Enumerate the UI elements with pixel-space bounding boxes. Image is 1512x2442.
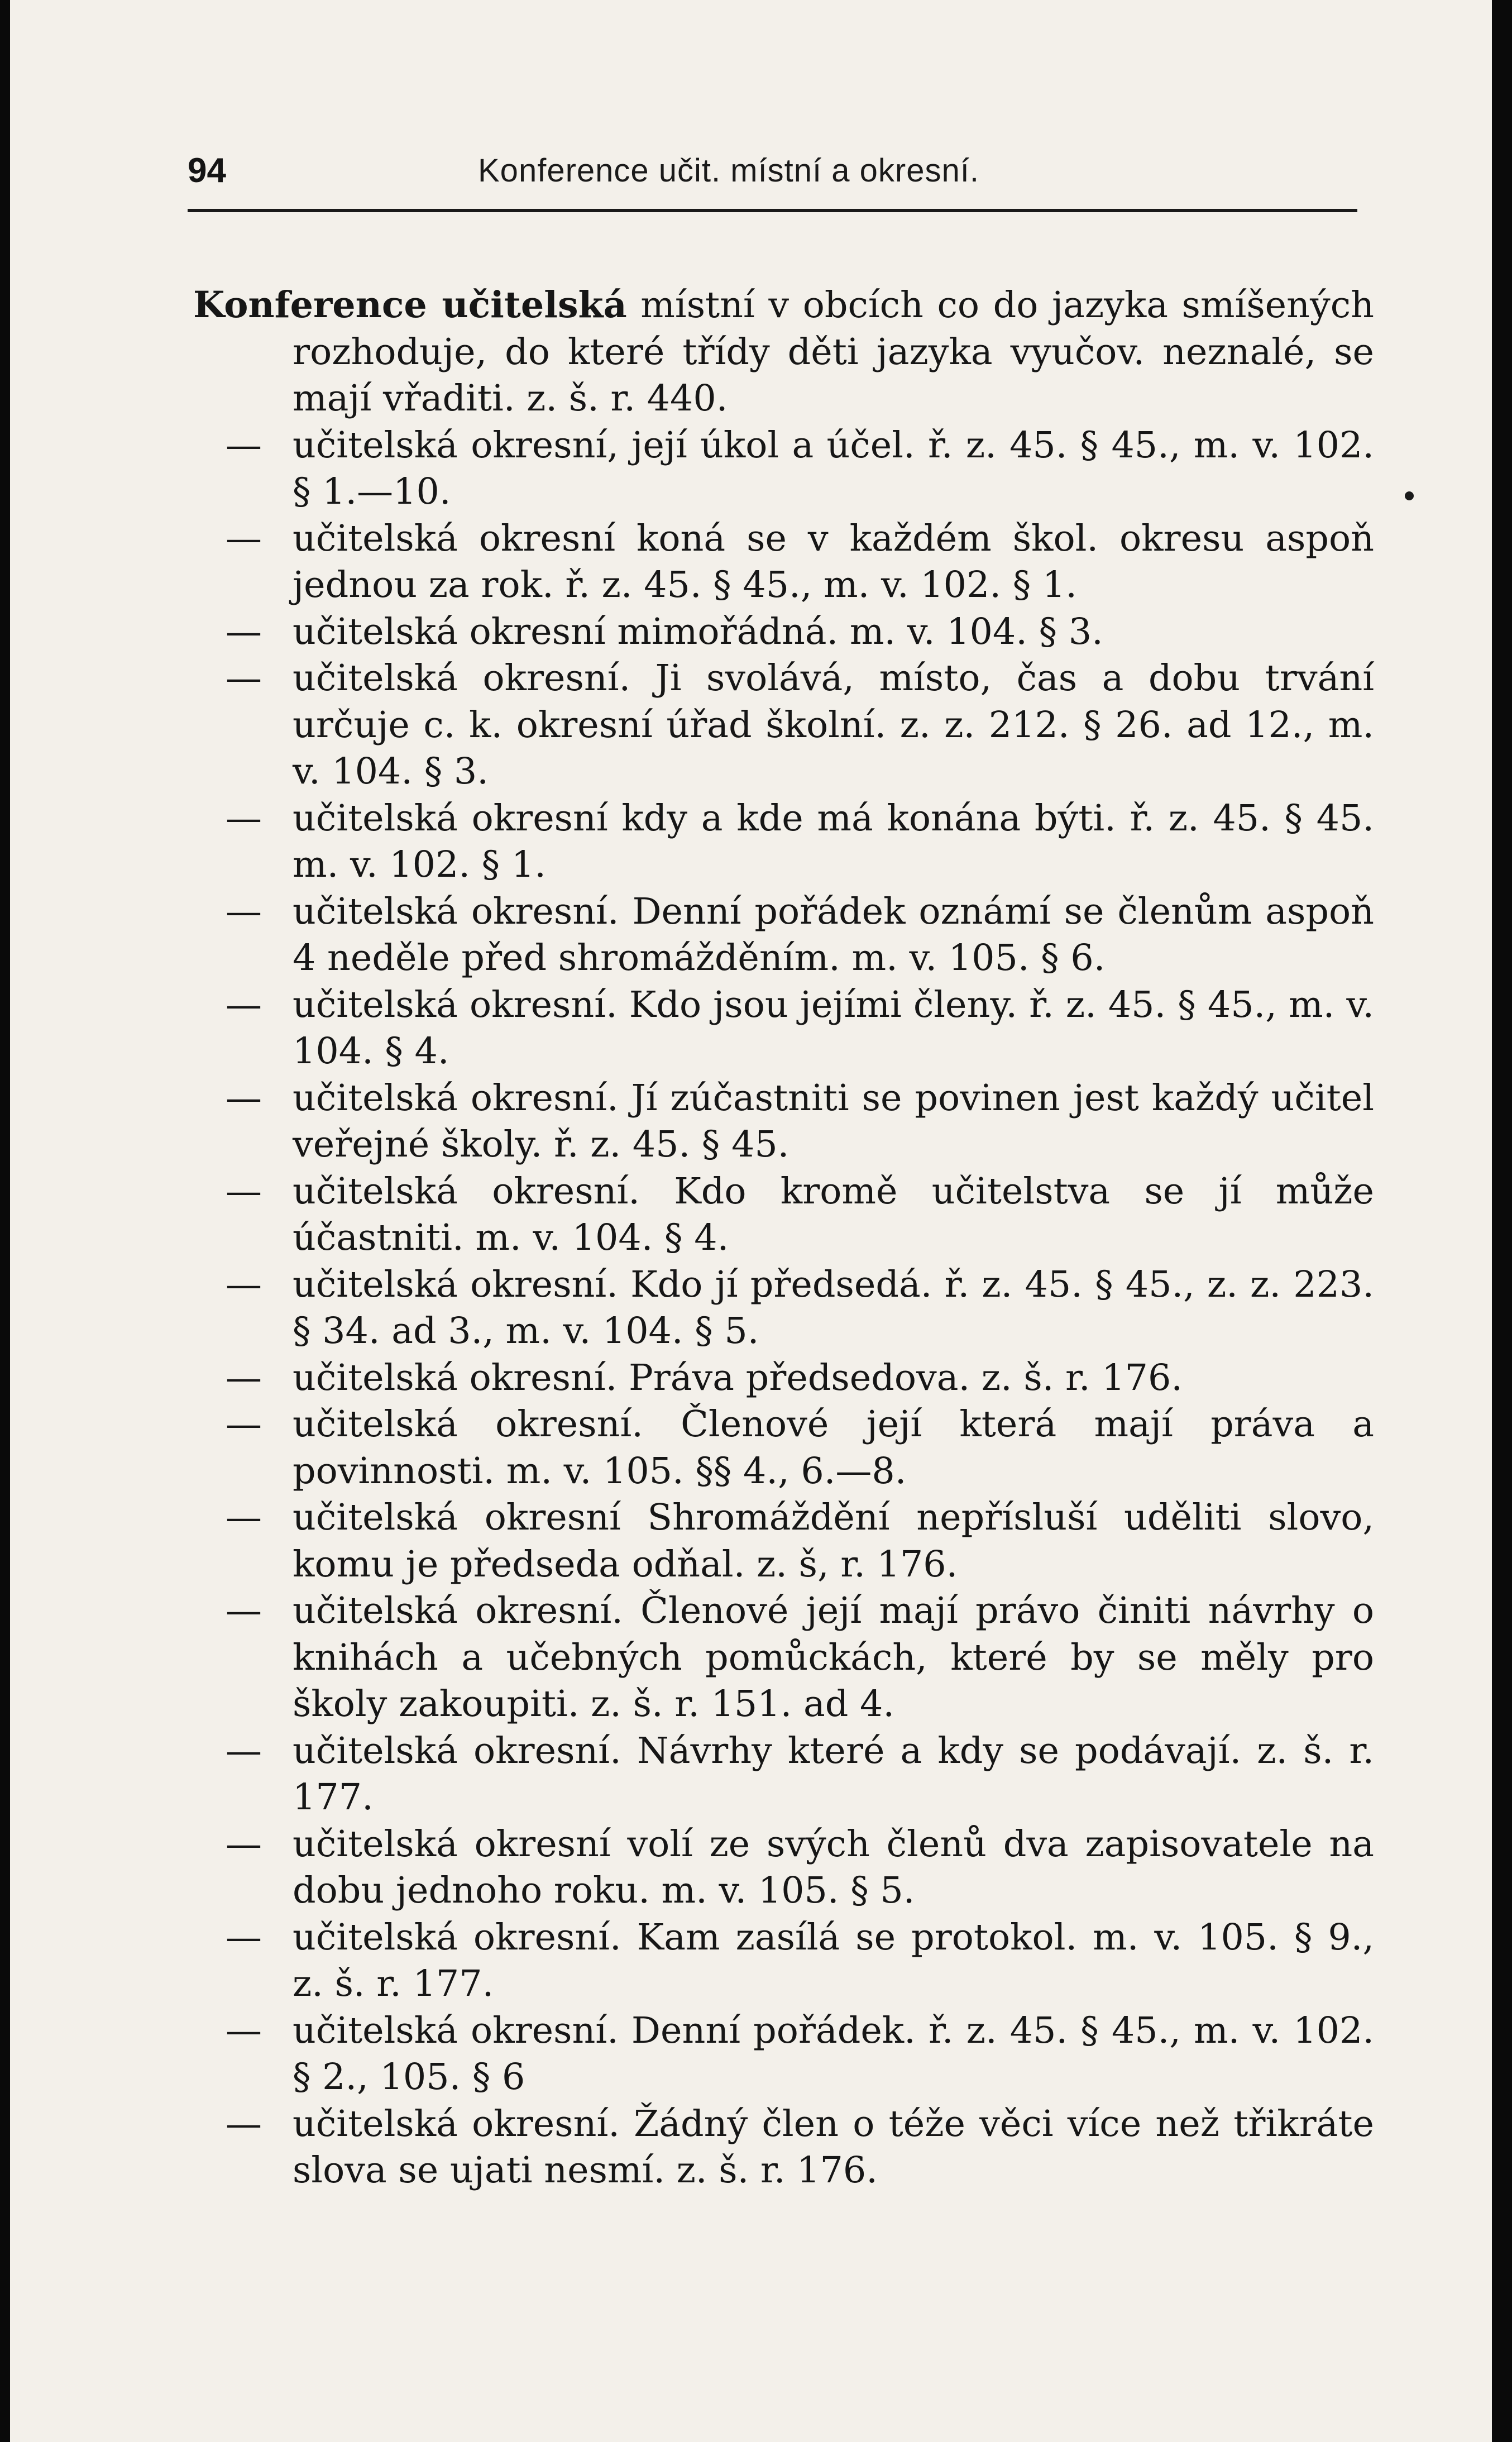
entry-dash: — bbox=[226, 517, 262, 560]
page-header bbox=[188, 151, 1360, 201]
index-entry bbox=[193, 982, 1374, 1075]
entry-text: učitelská okresní. Kam zasílá se protokol. m. v. 105. § 9., z. š. r. 177. bbox=[293, 1916, 1374, 2005]
index-entry bbox=[193, 1914, 1374, 2008]
entry-dash: — bbox=[226, 890, 262, 933]
entry-dash: — bbox=[226, 1729, 262, 1772]
entry-text: místní v obcích co do jazyka smíšených rozhoduje, do které třídy děti jazyka vyučov. neznalé, se mají vřaditi. z. š. r. 440. bbox=[293, 284, 1374, 419]
entry-dash: — bbox=[226, 1497, 262, 1538]
entry-text: učitelská okresní, její úkol a účel. ř. z. 45. § 45., m. v. 102. § 1.—10. bbox=[293, 424, 1374, 513]
entry-dash: — bbox=[226, 1356, 262, 1399]
entry-text: učitelská okresní. Práva předsedova. z. š. r. 176. bbox=[293, 1356, 1183, 1399]
entry-dash: — bbox=[226, 657, 262, 699]
entry-dash: — bbox=[226, 610, 262, 653]
index-entry bbox=[193, 655, 1374, 795]
entry-text: učitelská okresní. Denní pořádek oznámí se členům aspoň 4 neděle před shromážděním. m. v. 105. § 6. bbox=[293, 890, 1374, 979]
entry-dash: — bbox=[226, 2009, 262, 2052]
index-entry bbox=[193, 2008, 1374, 2101]
index-entry bbox=[193, 1168, 1374, 1261]
index-entry bbox=[193, 609, 1374, 656]
entry-text: učitelská okresní. Kdo jsou jejími členy. ř. z. 45. § 45., m. v. 104. § 4. bbox=[293, 983, 1374, 1072]
entry-text: učitelská okresní Shromáždění nepřísluší uděliti slovo, komu je předseda odňal. z. š, r. 176. bbox=[293, 1497, 1374, 1585]
index-entry bbox=[193, 1261, 1374, 1355]
entry-text: učitelská okresní. Kdo kromě učitelstva se jí může účastniti. m. v. 104. § 4. bbox=[293, 1170, 1374, 1259]
entry-text: učitelská okresní. Členové její která mají práva a povinnosti. m. v. 105. §§ 4., 6.—8. bbox=[293, 1403, 1374, 1492]
index-entry bbox=[193, 1494, 1374, 1588]
index-entry bbox=[193, 282, 1374, 422]
index-entry bbox=[193, 888, 1374, 982]
index-entry bbox=[193, 1728, 1374, 1821]
index-entry bbox=[193, 422, 1374, 515]
header-rule bbox=[188, 209, 1357, 212]
entry-text: učitelská okresní. Členové její mají právo činiti návrhy o knihách a učebných pomůckách, které by se měly pro školy zakoupiti. z. š. r. 151. ad 4. bbox=[293, 1590, 1374, 1725]
index-entries bbox=[193, 282, 1374, 2194]
ink-speck bbox=[1405, 491, 1414, 500]
entry-dash: — bbox=[226, 1403, 262, 1445]
entry-text: učitelská okresní. Kdo jí předsedá. ř. z. 45. § 45., z. z. 223. § 34. ad 3., m. v. 104. § 5. bbox=[293, 1263, 1374, 1352]
entry-text: učitelská okresní. Denní pořádek. ř. z. 45. § 45., m. v. 102. § 2., 105. § 6 bbox=[293, 2009, 1374, 2098]
entry-dash: — bbox=[226, 424, 262, 466]
entry-dash: — bbox=[226, 1916, 262, 1958]
entry-text: učitelská okresní. Žádný člen o téže věci více než třikráte slova se ujati nesmí. z. š. r. 176. bbox=[293, 2102, 1374, 2191]
index-entry bbox=[193, 795, 1374, 888]
entry-dash: — bbox=[226, 1170, 262, 1212]
entry-dash: — bbox=[226, 797, 262, 839]
entry-text: učitelská okresní mimořádná. m. v. 104. § 3. bbox=[293, 610, 1103, 653]
page-number: 94 bbox=[188, 151, 226, 190]
entry-dash: — bbox=[226, 2102, 262, 2145]
entry-dash: — bbox=[226, 983, 262, 1026]
entry-text: učitelská okresní volí ze svých členů dva zapisovatele na dobu jednoho roku. m. v. 105. § 5. bbox=[293, 1823, 1374, 1911]
index-entry bbox=[193, 1355, 1374, 1402]
entry-dash: — bbox=[226, 1590, 262, 1632]
index-entry bbox=[193, 515, 1374, 609]
entry-dash: — bbox=[226, 1077, 262, 1119]
running-head: Konference učit. místní a okresní. bbox=[478, 152, 979, 189]
entry-text: učitelská okresní. Jí zúčastniti se povinen jest každý učitel veřejné školy. ř. z. 45. § 45. bbox=[293, 1077, 1374, 1165]
entry-dash: — bbox=[226, 1263, 262, 1306]
entry-text: učitelská okresní kdy a kde má konána býti. ř. z. 45. § 45. m. v. 102. § 1. bbox=[293, 797, 1374, 886]
index-entry bbox=[193, 1075, 1374, 1168]
index-entry bbox=[193, 2101, 1374, 2194]
entry-dash: — bbox=[226, 1823, 262, 1865]
entry-text: učitelská okresní. Návrhy které a kdy se podávají. z. š. r. 177. bbox=[293, 1729, 1374, 1818]
entry-text: učitelská okresní koná se v každém škol. okresu aspoň jednou za rok. ř. z. 45. § 45., m. v. 102. § 1. bbox=[293, 517, 1374, 606]
entry-headword: Konference učitelská bbox=[193, 284, 627, 326]
index-entry bbox=[193, 1821, 1374, 1914]
index-entry bbox=[193, 1401, 1374, 1494]
book-page bbox=[10, 0, 1492, 2442]
index-entry bbox=[193, 1588, 1374, 1728]
entry-text: učitelská okresní. Ji svolává, místo, čas a dobu trvání určuje c. k. okresní úřad školní. z. z. 212. § 26. ad 12., m. v. 104. § 3. bbox=[293, 657, 1374, 792]
